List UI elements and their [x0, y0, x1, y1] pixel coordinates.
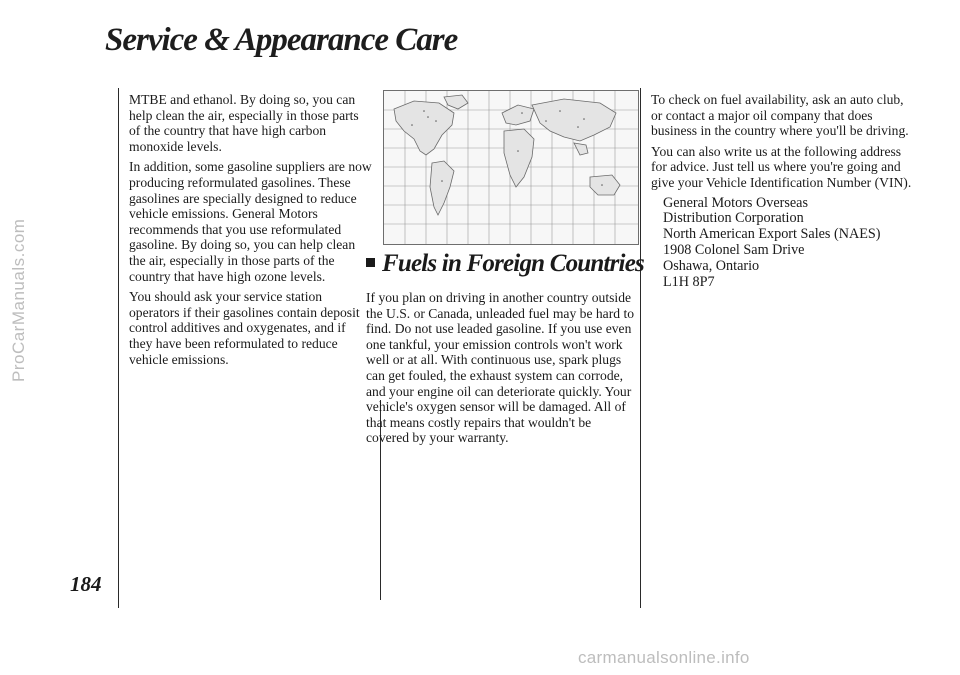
- col3-paragraph-2: You can also write us at the following address for advice. Just tell us where you're going and give your Vehicle Identification Number (VIN).: [651, 143, 912, 190]
- address-line: 1908 Colonel Sam Drive: [663, 241, 805, 258]
- col1-paragraph-3: You should ask your service station operators if their gasolines contain deposit control additives and oxygenates, and if they have been reformulated to reduce vehicle emissions.: [129, 289, 360, 367]
- column-2: [366, 290, 634, 451]
- section-title: Service & Appearance Care: [105, 22, 458, 58]
- address-line: L1H 8P7: [663, 273, 715, 290]
- watermark-left: ProCarManuals.com: [9, 218, 28, 382]
- square-bullet-icon: [366, 258, 375, 267]
- column-divider-right: [640, 88, 641, 608]
- address-block: [663, 196, 913, 291]
- world-map-illustration: [383, 90, 639, 245]
- watermark-bottom: carmanualsonline.info: [578, 648, 750, 667]
- address-line: General Motors Overseas: [663, 194, 808, 211]
- col1-paragraph-1: MTBE and ethanol. By doing so, you can help clean the air, especially in those parts of the country that have high carbon monoxide levels.: [129, 92, 359, 154]
- world-map-icon: [384, 91, 638, 244]
- page-number: 184: [70, 572, 102, 596]
- address-line: Distribution Corporation: [663, 210, 804, 227]
- column-1: [129, 92, 372, 372]
- address-line: Oshawa, Ontario: [663, 257, 760, 274]
- fuels-heading: [366, 250, 644, 278]
- column-divider-left: [118, 88, 119, 608]
- address-line: North American Export Sales (NAES): [663, 226, 881, 243]
- col3-paragraph-1: To check on fuel availability, ask an auto club, or contact a major oil company that does business in the country where you'll be driving.: [651, 92, 909, 139]
- column-3: [651, 92, 913, 290]
- col1-paragraph-2: In addition, some gasoline suppliers are now producing reformulated gasolines. These gasolines are specially designed to reduce vehicle emissions. General Motors recommends that you use reformulated gasoline. By doing so, you can help clean the air, especially in those parts of the country that have high ozone levels.: [129, 159, 372, 284]
- col2-paragraph-1: If you plan on driving in another country outside the U.S. or Canada, unleaded fuel may be hard to find. Do not use leaded gasoline. If you use even one tankful, your emission controls won't work well or at all. With continuous use, spark plugs can get fouled, the exhaust system can corrode, and your engine oil can deteriorate quickly. Your vehicle's oxygen sensor will be damaged. All of that means costly repairs that wouldn't be covered by your warranty.: [366, 290, 635, 446]
- fuels-heading-text: Fuels in Foreign Countries: [382, 250, 644, 277]
